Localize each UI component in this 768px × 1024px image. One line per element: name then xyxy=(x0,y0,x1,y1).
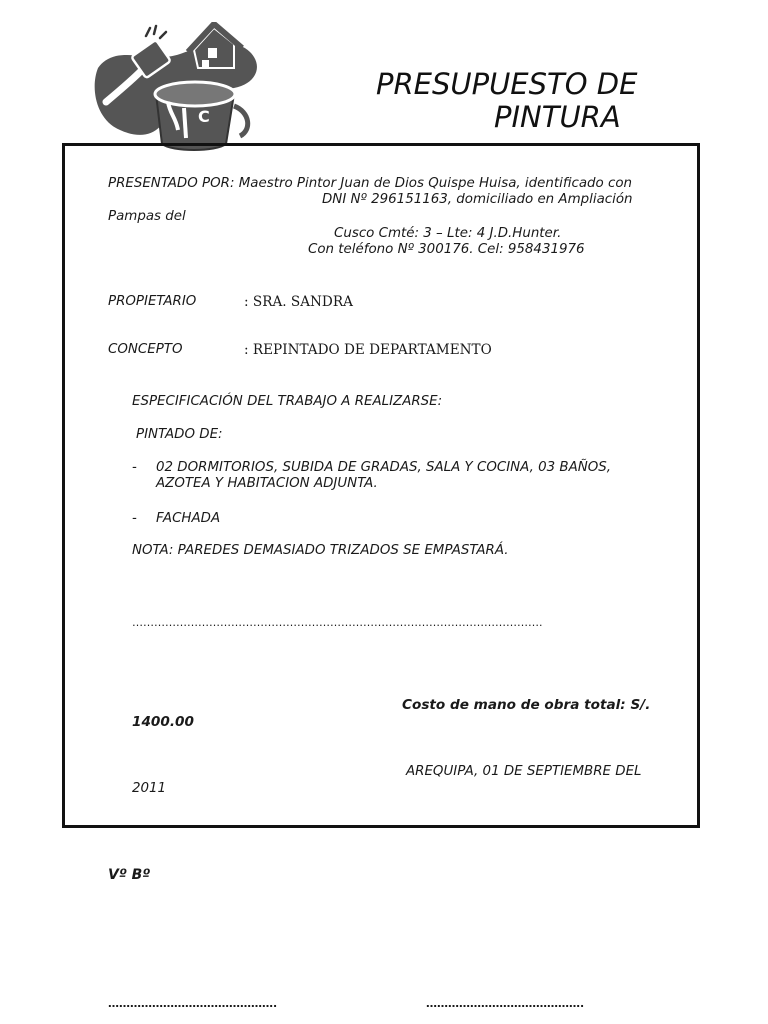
cost-label: Costo de mano de obra total: S/. xyxy=(402,697,651,713)
spec-item-2: FACHADA xyxy=(156,511,221,526)
cost-value: 1400.00 xyxy=(132,714,194,730)
spec-subheading: PINTADO DE: xyxy=(136,427,223,442)
spec-item-2-dash: - xyxy=(132,511,137,526)
spec-item-1-line-1: 02 DORMITORIOS, SUBIDA DE GRADAS, SALA Y COCINA, 03 BAÑOS, xyxy=(156,460,612,475)
title-line-2: PINTURA xyxy=(494,100,621,134)
presenter-line-4: Cusco Cmté: 3 – Lte: 4 J.D.Hunter. xyxy=(334,226,562,241)
svg-text:C: C xyxy=(198,107,210,126)
spec-item-1-dash: - xyxy=(132,460,137,475)
page-title xyxy=(340,68,700,134)
paint-tools-logo-icon xyxy=(84,22,264,154)
spec-item-1-line-2: AZOTEA Y HABITACION ADJUNTA. xyxy=(156,476,378,491)
spec-note: NOTA: PAREDES DEMASIADO TRIZADOS SE EMPASTARÁ. xyxy=(132,543,509,558)
owner-value: : SRA. SANDRA xyxy=(244,294,353,310)
spec-heading: ESPECIFICACIÓN DEL TRABAJO A REALIZARSE: xyxy=(132,394,443,409)
presenter-line-1: PRESENTADO POR: Maestro Pintor Juan de Dios Quispe Huisa, identificado con xyxy=(108,176,633,191)
concept-value: : REPINTADO DE DEPARTAMENTO xyxy=(244,342,492,358)
date-line-1: AREQUIPA, 01 DE SEPTIEMBRE DEL xyxy=(406,764,642,779)
concept-label: CONCEPTO xyxy=(108,342,183,357)
owner-label: PROPIETARIO xyxy=(108,294,197,309)
approval-label: Vº Bº xyxy=(108,867,151,883)
title-line-1: PRESUPUESTO DE xyxy=(376,67,638,101)
presenter-line-2: DNI Nº 296151163, domiciliado en Ampliación xyxy=(322,192,633,207)
date-line-2: 2011 xyxy=(132,781,167,796)
signature-line-left: ………………………………………. xyxy=(108,997,278,1010)
presenter-line-5: Con teléfono Nº 300176. Cel: 958431976 xyxy=(308,242,585,257)
presenter-line-3: Pampas del xyxy=(108,209,186,224)
signature-line-right: ……………………………………. xyxy=(426,997,585,1010)
dotted-line: …………………………………………………………………………………………………. xyxy=(132,616,543,629)
